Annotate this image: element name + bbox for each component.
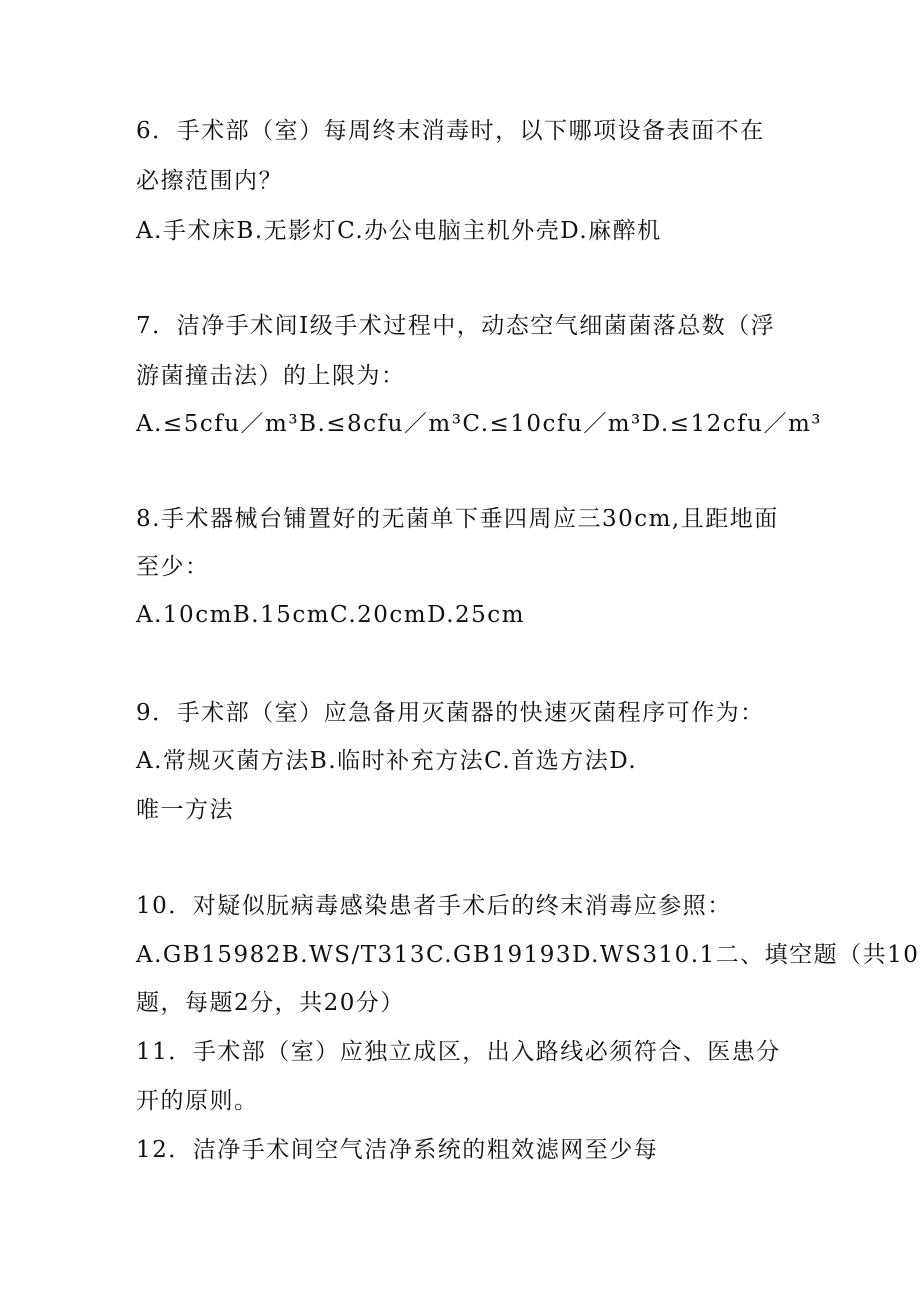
question-9-line-1: 9．手术部（室）应急备用灭菌器的快速灭菌程序可作为： [136,700,765,726]
question-6-options: A.手术床B.无影灯C.办公电脑主机外壳D.麻醉机 [136,218,662,244]
question-7-line-1: 7．洁净手术间I级手术过程中，动态空气细菌菌落总数（浮 [136,313,776,339]
question-8-options: A.10cmB.15cmC.20cmD.25cm [136,602,525,628]
question-9-options-line-2: 唯一方法 [136,797,234,823]
question-12-line-1: 12．洁净手术间空气洁净系统的粗效滤网至少每 [136,1137,659,1163]
question-9-options-line-1: A.常规灭菌方法B.临时补充方法C.首选方法D. [136,748,638,774]
question-6-line-1: 6．手术部（室）每周终末消毒时，以下哪项设备表面不在 [136,118,765,144]
question-10-options: A.GB15982B.WS/T313C.GB19193D.WS310.1二、填空题（共10 [136,942,920,968]
question-7-options: A.≤5cfu／m³B.≤8cfu／m³C.≤10cfu／m³D.≤12cfu／m³ [136,411,822,437]
question-8-line-1: 8.手术器械台铺置好的无菌单下垂四周应三30cm,且距地面 [136,506,779,532]
question-11-line-1: 11．手术部（室）应独立成区，出入路线必须符合、医患分 [136,1039,781,1065]
question-6-line-2: 必擦范围内？ [136,168,283,194]
question-7-line-2: 游菌撞击法）的上限为： [136,363,406,389]
question-8-line-2: 至少： [136,554,210,580]
section-heading-fill-in: 题，每题2分，共20分） [136,990,405,1016]
question-11-line-2: 开的原则。 [136,1088,259,1114]
question-10-line-1: 10．对疑似朊病毒感染患者手术后的终末消毒应参照： [136,893,732,919]
